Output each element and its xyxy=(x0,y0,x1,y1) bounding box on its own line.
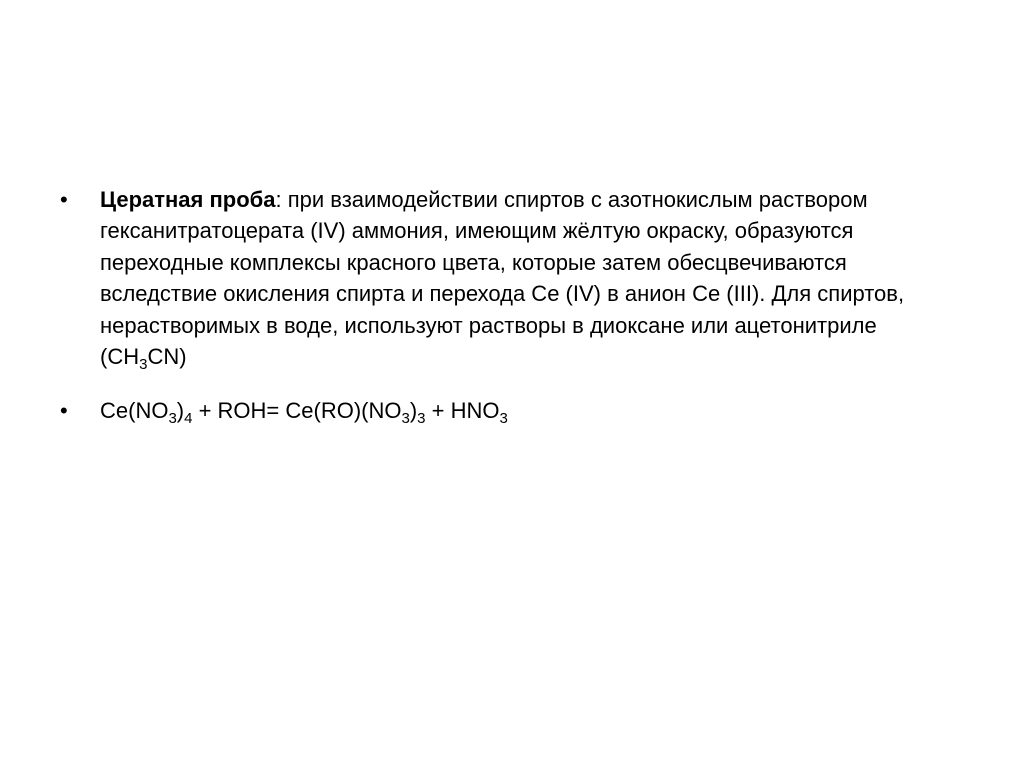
bullet-item-equation xyxy=(60,395,960,426)
equation-subscript: 3 xyxy=(499,410,508,428)
term-ceric-test: Цератная проба xyxy=(100,187,276,212)
equation-subscript: 3 xyxy=(401,410,410,428)
bullet-marker: • xyxy=(60,398,68,424)
chemical-equation xyxy=(100,398,508,428)
equation-part: ) xyxy=(409,398,418,424)
bullet-marker: • xyxy=(60,187,68,212)
equation-part: Ce(NO xyxy=(100,398,169,424)
subscript-3: 3 xyxy=(139,356,148,374)
equation-subscript: 4 xyxy=(184,410,193,428)
description-text: : при взаимодействии спиртов с азотнокислым раствором гексанитратоцерата (IV) аммония, имеющим жёлтую окраску, образуются переходные комплексы красного цвета, которые затем обесцвечиваются вследствие окисления спирта и перехода Ce (IV) в анион Ce (III). Для спиртов, нерастворимых в воде, используют растворы в диоксане или ацетонитриле (CH xyxy=(100,187,905,370)
bullet-item-ceric-test xyxy=(60,184,960,372)
bullet-list xyxy=(60,184,960,427)
equation-subscript: 3 xyxy=(168,410,177,428)
equation-part: + HNO xyxy=(425,398,500,424)
equation-part: ) xyxy=(176,398,185,424)
equation-part: + ROH= Ce(RO)(NO xyxy=(192,398,402,424)
equation-subscript: 3 xyxy=(417,410,426,428)
description-text-end: CN) xyxy=(147,344,187,370)
